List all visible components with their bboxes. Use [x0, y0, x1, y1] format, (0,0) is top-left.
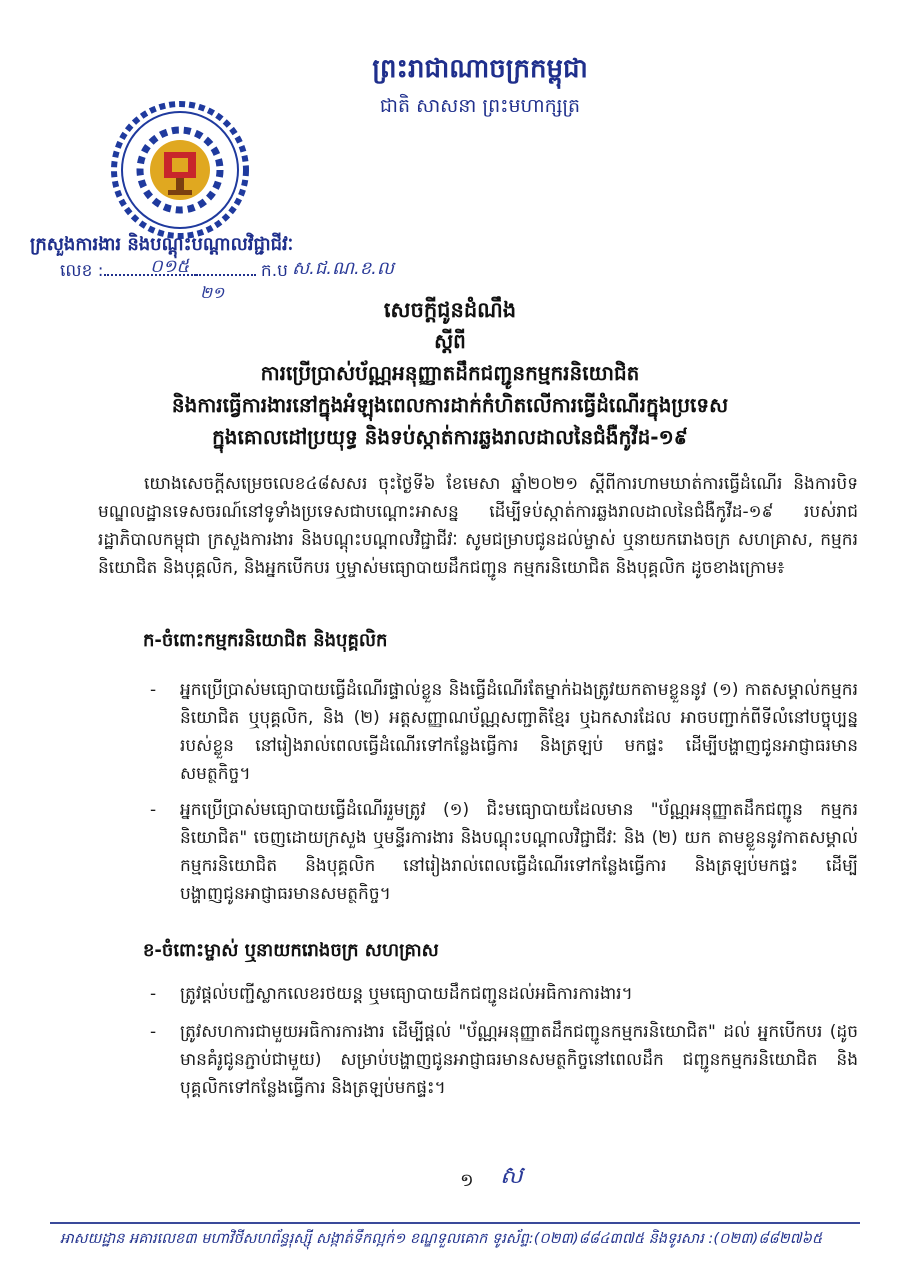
footer-divider — [50, 1222, 860, 1224]
notice-subject-line-2: និងការធ្វើការងារនៅក្នុងអំឡុងពេលការដាក់កំហិតលើការធ្វើដំណើរក្នុងប្រទេស — [171, 393, 729, 417]
section-b-bullet-1-text: ត្រូវផ្តល់បញ្ជីស្លាកលេខរថយន្ត ឬមធ្យោបាយដឹកជញ្ជូនដល់អធិការការងារ។ — [180, 984, 633, 1004]
reference-line: លេខ : ក.ប — [60, 258, 288, 285]
bullet-dash: - — [150, 800, 157, 820]
reference-dots-2 — [196, 258, 256, 276]
national-motto: ជាតិ សាសនា ព្រះមហាក្សត្រ — [379, 95, 581, 117]
bullet-dash: - — [150, 984, 157, 1004]
reference-label: លេខ — [60, 261, 93, 281]
ministry-logo — [110, 100, 250, 240]
section-a-bullet-2 — [150, 796, 858, 908]
intro-paragraph: យោងសេចក្តីសម្រេចលេខ៤៨សសរ ចុះថ្ងៃទី៦ ខែមេសា ឆ្នាំ២០២១ ស្តីពីការហាមឃាត់ការធ្វើដំណើរ និងការបិទមណ្ឌលដ្ឋានទេសចរណ៍នៅទូទាំងប្រទេសជាបណ្តោះអាសន្ន ដើម្បីទប់ស្កាត់ការឆ្លងរាលដាលនៃជំងឺកូវីដ-១៩ របស់រាជរដ្ឋាភិបាលកម្ពុជា ក្រសួងការងារ និងបណ្តុះបណ្តាលវិជ្ជាជីវៈ សូមជម្រាបជូនដល់ម្ចាស់ ឬនាយករោងចក្រ សហគ្រាស, កម្មករនិយោជិត និងបុគ្គលិក, និងអ្នកបើកបរ ឬម្ចាស់មធ្យោបាយដឹកជញ្ជូន កម្មករនិយោជិត និងបុគ្គលិក ដូចខាងក្រោម៖ — [98, 474, 858, 578]
notice-subject-line-1: ការប្រើប្រាស់ប័ណ្ណអនុញ្ញាតដឹកជញ្ជូនកម្មករនិយោជិត — [260, 361, 640, 385]
notice-title: សេចក្តីជូនដំណឹង — [383, 298, 517, 322]
reference-year: ២១ — [200, 283, 225, 302]
bullet-dash: - — [150, 1022, 157, 1042]
page-number: ១ — [460, 1170, 474, 1191]
notice-subject-line-3: ក្នុងគោលដៅប្រយុទ្ធ និងទប់ស្កាត់ការឆ្លងរាលដាលនៃជំងឺកូវីដ-១៩ — [212, 425, 688, 449]
footer-address: អាសយដ្ឋាន អគារលេខ៣ មហាវិថីសហព័ន្ធរុស្ស៊ី សង្កាត់ទឹកល្អក់១ ខណ្ឌទួលគោក ទូរស័ព្ទ:(០២៣)៨៨៤៣៧៥ និងទូរសារ :(០២៣)៨៨២៧៦៥ — [60, 1231, 823, 1247]
handwritten-initial: ស — [500, 1161, 523, 1189]
section-a-bullet-2-text: អ្នកប្រើប្រាស់មធ្យោបាយធ្វើដំណើររួមត្រូវ (១) ជិះមធ្យោបាយដែលមាន "ប័ណ្ណអនុញ្ញាតដឹកជញ្ជូន កម្មករនិយោជិត" ចេញដោយក្រសួង ឬមន្ទីរការងារ និងបណ្តុះបណ្តាលវិជ្ជាជីវៈ និង (២) យក តាមខ្លួននូវកាតសម្គាល់កម្មករនិយោជិត និងបុគ្គលិក នៅរៀងរាល់ពេលធ្វើដំណើរទៅកន្លែងធ្វើការ និងត្រឡប់មកផ្ទះ ដើម្បីបង្ហាញជូនអាជ្ញាធរមានសមត្ថកិច្ច។ — [180, 800, 858, 904]
section-a-heading: ក-ចំពោះកម្មករនិយោជិត និងបុគ្គលិក — [143, 630, 388, 651]
bullet-dash: - — [150, 680, 157, 700]
section-a-bullet-1 — [150, 676, 858, 788]
section-b-bullet-2 — [150, 1018, 858, 1102]
section-b-bullet-1 — [150, 980, 858, 1008]
section-a-bullet-1-text: អ្នកប្រើប្រាស់មធ្យោបាយធ្វើដំណើរផ្ទាល់ខ្លួន និងធ្វើដំណើរតែម្នាក់ឯងត្រូវយកតាមខ្លួននូវ (១) កាតសម្គាល់កម្មករនិយោជិត ឬបុគ្គលិក, និង (២) អត្តសញ្ញាណប័ណ្ណសញ្ជាតិខ្មែរ ឬឯកសារដែល អាចបញ្ជាក់ពីទីលំនៅបច្ចុប្បន្នរបស់ខ្លួន នៅរៀងរាល់ពេលធ្វើដំណើរទៅកន្លែងធ្វើការ និងត្រឡប់ មកផ្ទះ ដើម្បីបង្ហាញជូនអាជ្ញាធរមានសមត្ថកិច្ច។ — [180, 680, 858, 784]
reference-code-prefix: ក.ប — [260, 261, 288, 281]
section-b-heading: ខ-ចំពោះម្ចាស់ ឬនាយករោងចក្រ សហគ្រាស — [143, 940, 439, 961]
section-b-bullet-2-text: ត្រូវសហការជាមួយអធិការការងារ ដើម្បីផ្តល់ "ប័ណ្ណអនុញ្ញាតដឹកជញ្ជូនកម្មករនិយោជិត" ដល់ អ្នកបើកបរ (ដូចមានគំរូជូនភ្ជាប់ជាមួយ) សម្រាប់បង្ហាញជូនអាជ្ញាធរមានសមត្ថកិច្ចនៅពេលដឹក ជញ្ជូនកម្មករនិយោជិត និងបុគ្គលិកទៅកន្លែងធ្វើការ និងត្រឡប់មកផ្ទះ។ — [180, 1022, 858, 1098]
notice-subject-label: ស្តីពី — [434, 329, 466, 353]
reference-code: ស.ជ.ណ.ខ.ល — [292, 258, 394, 279]
kingdom-title: ព្រះរាជាណាចក្រកម្ពុជា — [372, 54, 588, 84]
ministry-name: ក្រសួងការងារ និងបណ្តុះបណ្តាលវិជ្ជាជីវៈ — [30, 234, 294, 255]
reference-number: ០១៥ — [150, 256, 190, 277]
